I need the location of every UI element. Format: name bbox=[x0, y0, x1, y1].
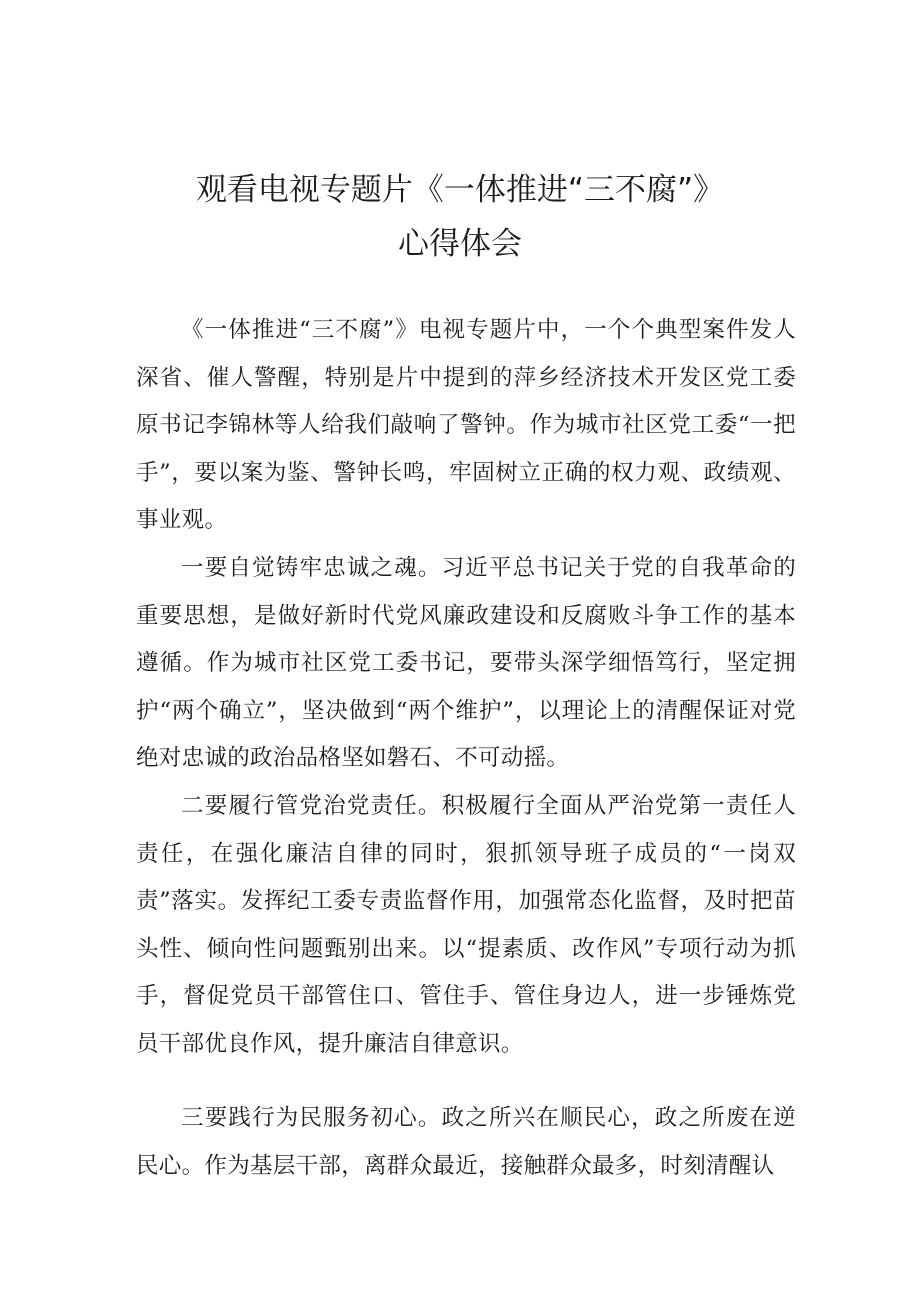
paragraph-text: 二要履行管党治党责任。积极履行全面从严治党第一责任人责任，在强化廉洁自律的同时，狠抓领导班子成员的“一岗双责”落实。发挥纪工委专责监督作用，加强常态化监督，及时把苗头性、倾向性问题甄别出来。以“提素质、改作风”专项行动为抓手，督促党员干部管住口、管住手、管住身边人，进一步锤炼党员干部优良作风，提升廉洁自律意识。 bbox=[136, 793, 796, 1057]
document-title-line1: 观看电视专题片《一体推进“三不腐”》 bbox=[195, 172, 725, 208]
paragraph-text: 《一体推进“三不腐”》电视专题片中，一个个典型案件发人深省、催人警醒，特别是片中提到的萍乡经济技术开发区党工委原书记李锦林等人给我们敲响了警钟。作为城市社区党工委“一把手”，要以案为鉴、警钟长鸣，牢固树立正确的权力观、政绩观、事业观。 bbox=[136, 317, 796, 533]
paragraph-text: 一要自觉铸牢忠诚之魂。习近平总书记关于党的自我革命的重要思想，是做好新时代党风廉政建设和反腐败斗争工作的基本遵循。作为城市社区党工委书记，要带头深学细悟笃行，坚定拥护“两个确立”，坚决做到“两个维护”，以理论上的清醒保证对党绝对忠诚的政治品格坚如磐石、不可动摇。 bbox=[136, 555, 796, 771]
paragraph-intro bbox=[136, 307, 796, 545]
paragraph-responsibility bbox=[136, 783, 796, 1068]
paragraph-text: 三要践行为民服务初心。政之所兴在顺民心，政之所废在逆民心。作为基层干部，离群众最近，接触群众最多，时刻清醒认 bbox=[136, 1105, 796, 1179]
paragraph-loyalty bbox=[136, 545, 796, 783]
document-title-line2: 心得体会 bbox=[398, 226, 522, 262]
paragraph-service bbox=[136, 1095, 796, 1190]
